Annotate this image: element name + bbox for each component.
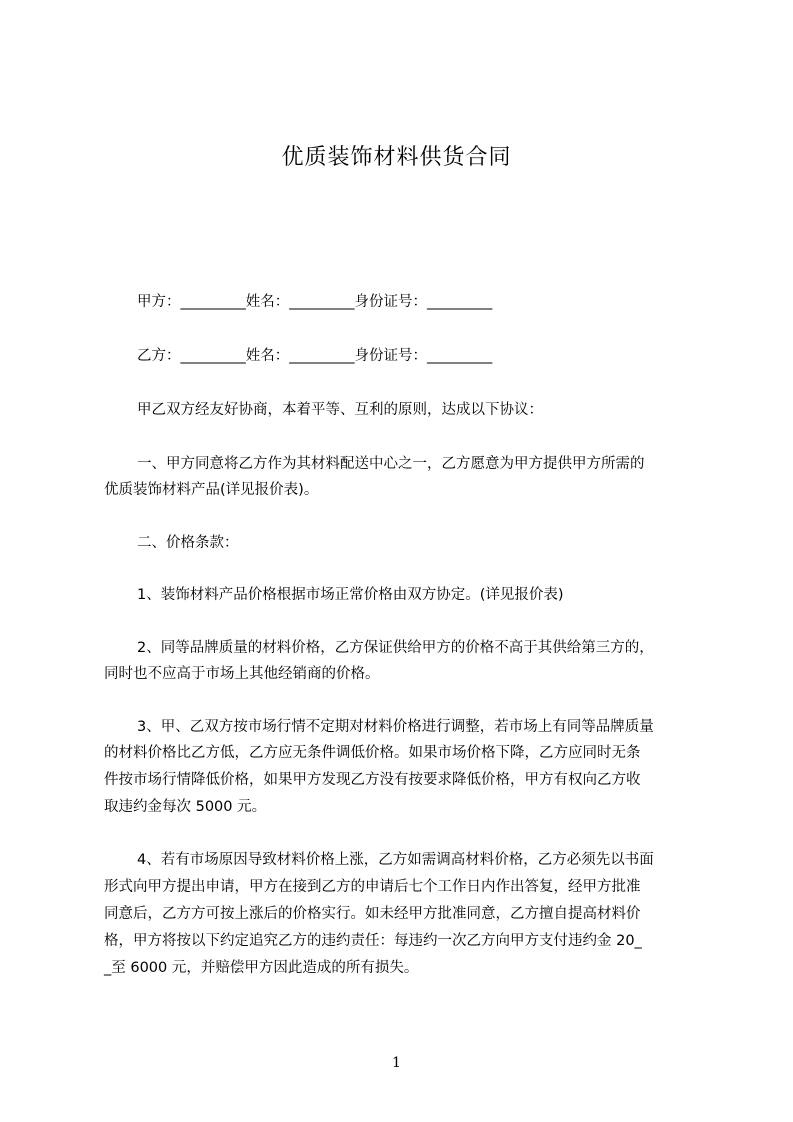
price-item-3-line-1: 3、甲、乙双方按市场行情不定期对材料价格进行调整，若市场上有同等品牌质量: [137, 719, 654, 735]
intro-text: 甲乙双方经友好协商，本着平等、互利的原则，达成以下协议：: [137, 402, 543, 418]
clause-2-heading: 二、价格条款：: [137, 535, 239, 551]
party-b-line: 乙方：_________姓名：_________身份证号：_________: [137, 348, 493, 364]
price-item-1: 1、装饰材料产品价格根据市场正常价格由双方协定。(详见报价表): [137, 587, 564, 603]
price-item-2-line-1: 2、同等品牌质量的材料价格，乙方保证供给甲方的价格不高于其供给第三方的，: [137, 640, 654, 656]
price-item-3-line-4: 取违约金每次 5000 元。: [104, 799, 267, 815]
clause-1-line-2: 优质装饰材料产品(详见报价表)。: [104, 482, 319, 498]
price-item-4-line-2: 形式向甲方提出申请，甲方在接到乙方的申请后七个工作日内作出答复，经甲方批准: [104, 879, 641, 895]
price-item-4-line-5: _至 6000 元，并赔偿甲方因此造成的所有损失。: [104, 960, 419, 976]
price-item-4-line-1: 4、若有市场原因导致材料价格上涨，乙方如需调高材料价格，乙方必须先以书面: [137, 852, 654, 868]
price-item-4-line-3: 同意后，乙方方可按上涨后的价格实行。如未经甲方批准同意，乙方擅自提高材料价: [104, 906, 641, 922]
clause-1-line-1: 一、甲方同意将乙方作为其材料配送中心之一，乙方愿意为甲方提供甲方所需的: [137, 456, 645, 472]
page-number: 1: [392, 1055, 401, 1071]
price-item-3-line-3: 件按市场行情降低价格，如果甲方发现乙方没有按要求降低价格，甲方有权向乙方收: [104, 772, 641, 788]
price-item-2-line-2: 同时也不应高于市场上其他经销商的价格。: [104, 666, 380, 682]
document-title: 优质装饰材料供货合同: [281, 145, 512, 170]
party-a-line: 甲方：_________姓名：_________身份证号：_________: [137, 294, 493, 310]
price-item-4-line-4: 格，甲方将按以下约定追究乙方的违约责任：每违约一次乙方向甲方支付违约金 20_: [104, 933, 642, 949]
price-item-3-line-2: 的材料价格比乙方低，乙方应无条件调低价格。如果市场价格下降，乙方应同时无条: [104, 745, 641, 761]
